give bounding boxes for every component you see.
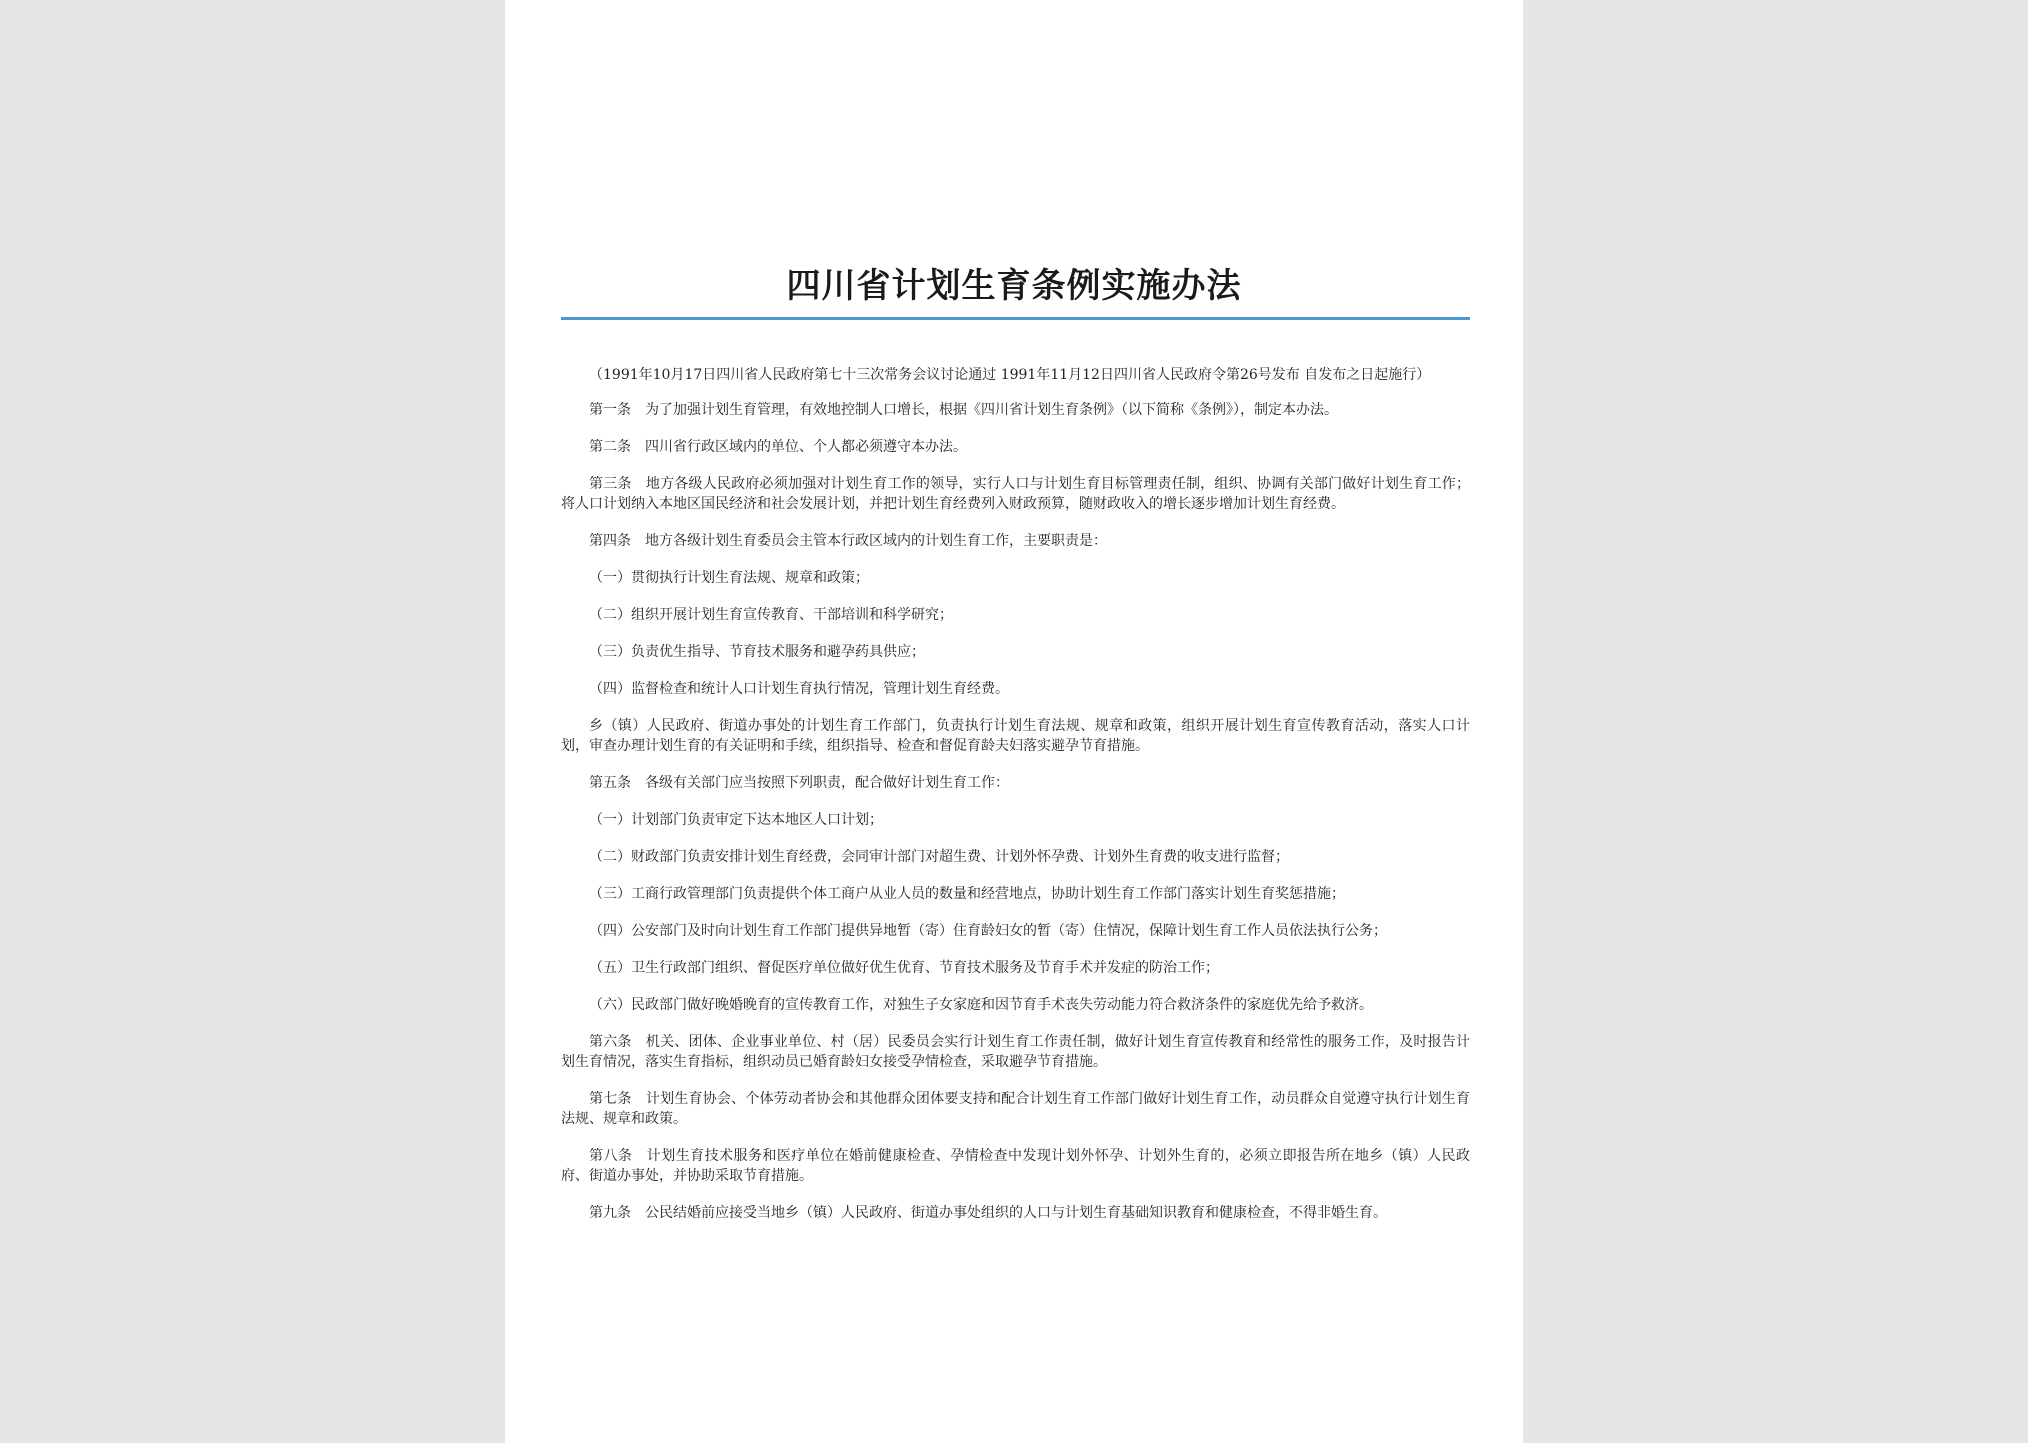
document-page [505, 0, 1523, 1443]
article-5-item-5: （五）卫生行政部门组织、督促医疗单位做好优生优育、节育技术服务及节育手术并发症的防治工作； [589, 960, 1219, 976]
preamble-paragraph: （1991年10月17日四川省人民政府第七十三次常务会议讨论通过 1991年11月12日四川省人民政府令第26号发布 自发布之日起施行） [589, 367, 1431, 383]
document-body [561, 365, 1470, 1240]
article-5-item-2: （二）财政部门负责安排计划生育经费，会同审计部门对超生费、计划外怀孕费、计划外生育费的收支进行监督； [589, 849, 1289, 865]
article-3: 第三条 地方各级人民政府必须加强对计划生育工作的领导，实行人口与计划生育目标管理责任制，组织、协调有关部门做好计划生育工作；将人口计划纳入本地区国民经济和社会发展计划，并把计划生育经费列入财政预算，随财政收入的增长逐步增加计划生育经费。 [561, 476, 1470, 512]
article-4-item-3: （三）负责优生指导、节育技术服务和避孕药具供应； [589, 644, 925, 660]
document-title: 四川省计划生育条例实施办法 [786, 266, 1242, 306]
article-4-township-paragraph: 乡（镇）人民政府、街道办事处的计划生育工作部门，负责执行计划生育法规、规章和政策，组织开展计划生育宣传教育活动，落实人口计划，审查办理计划生育的有关证明和手续，组织指导、检查和督促育龄夫妇落实避孕节育措施。 [561, 718, 1470, 754]
article-4-item-4: （四）监督检查和统计人口计划生育执行情况，管理计划生育经费。 [589, 681, 1009, 697]
article-4: 第四条 地方各级计划生育委员会主管本行政区域内的计划生育工作，主要职责是： [589, 533, 1107, 549]
article-9: 第九条 公民结婚前应接受当地乡（镇）人民政府、街道办事处组织的人口与计划生育基础知识教育和健康检查，不得非婚生育。 [589, 1205, 1387, 1221]
article-2: 第二条 四川省行政区域内的单位、个人都必须遵守本办法。 [589, 439, 967, 455]
article-1: 第一条 为了加强计划生育管理，有效地控制人口增长，根据《四川省计划生育条例》（以下简称《条例》），制定本办法。 [589, 402, 1338, 418]
article-6: 第六条 机关、团体、企业事业单位、村（居）民委员会实行计划生育工作责任制，做好计划生育宣传教育和经常性的服务工作，及时报告计划生育情况，落实生育指标，组织动员已婚育龄妇女接受孕情检查，采取避孕节育措施。 [561, 1034, 1470, 1070]
article-8: 第八条 计划生育技术服务和医疗单位在婚前健康检查、孕情检查中发现计划外怀孕、计划外生育的，必须立即报告所在地乡（镇）人民政府、街道办事处，并协助采取节育措施。 [561, 1148, 1470, 1184]
article-5: 第五条 各级有关部门应当按照下列职责，配合做好计划生育工作： [589, 775, 1009, 791]
article-4-item-1: （一）贯彻执行计划生育法规、规章和政策； [589, 570, 869, 586]
article-5-item-1: （一）计划部门负责审定下达本地区人口计划； [589, 812, 883, 828]
article-5-item-4: （四）公安部门及时向计划生育工作部门提供异地暂（寄）住育龄妇女的暂（寄）住情况，保障计划生育工作人员依法执行公务； [589, 923, 1387, 939]
article-5-item-3: （三）工商行政管理部门负责提供个体工商户从业人员的数量和经营地点，协助计划生育工作部门落实计划生育奖惩措施； [589, 886, 1345, 902]
article-7: 第七条 计划生育协会、个体劳动者协会和其他群众团体要支持和配合计划生育工作部门做好计划生育工作，动员群众自觉遵守执行计划生育法规、规章和政策。 [561, 1091, 1470, 1127]
article-4-item-2: （二）组织开展计划生育宣传教育、干部培训和科学研究； [589, 607, 953, 623]
article-5-item-6: （六）民政部门做好晚婚晚育的宣传教育工作，对独生子女家庭和因节育手术丧失劳动能力符合救济条件的家庭优先给予救济。 [589, 997, 1373, 1013]
title-underline [561, 317, 1470, 320]
